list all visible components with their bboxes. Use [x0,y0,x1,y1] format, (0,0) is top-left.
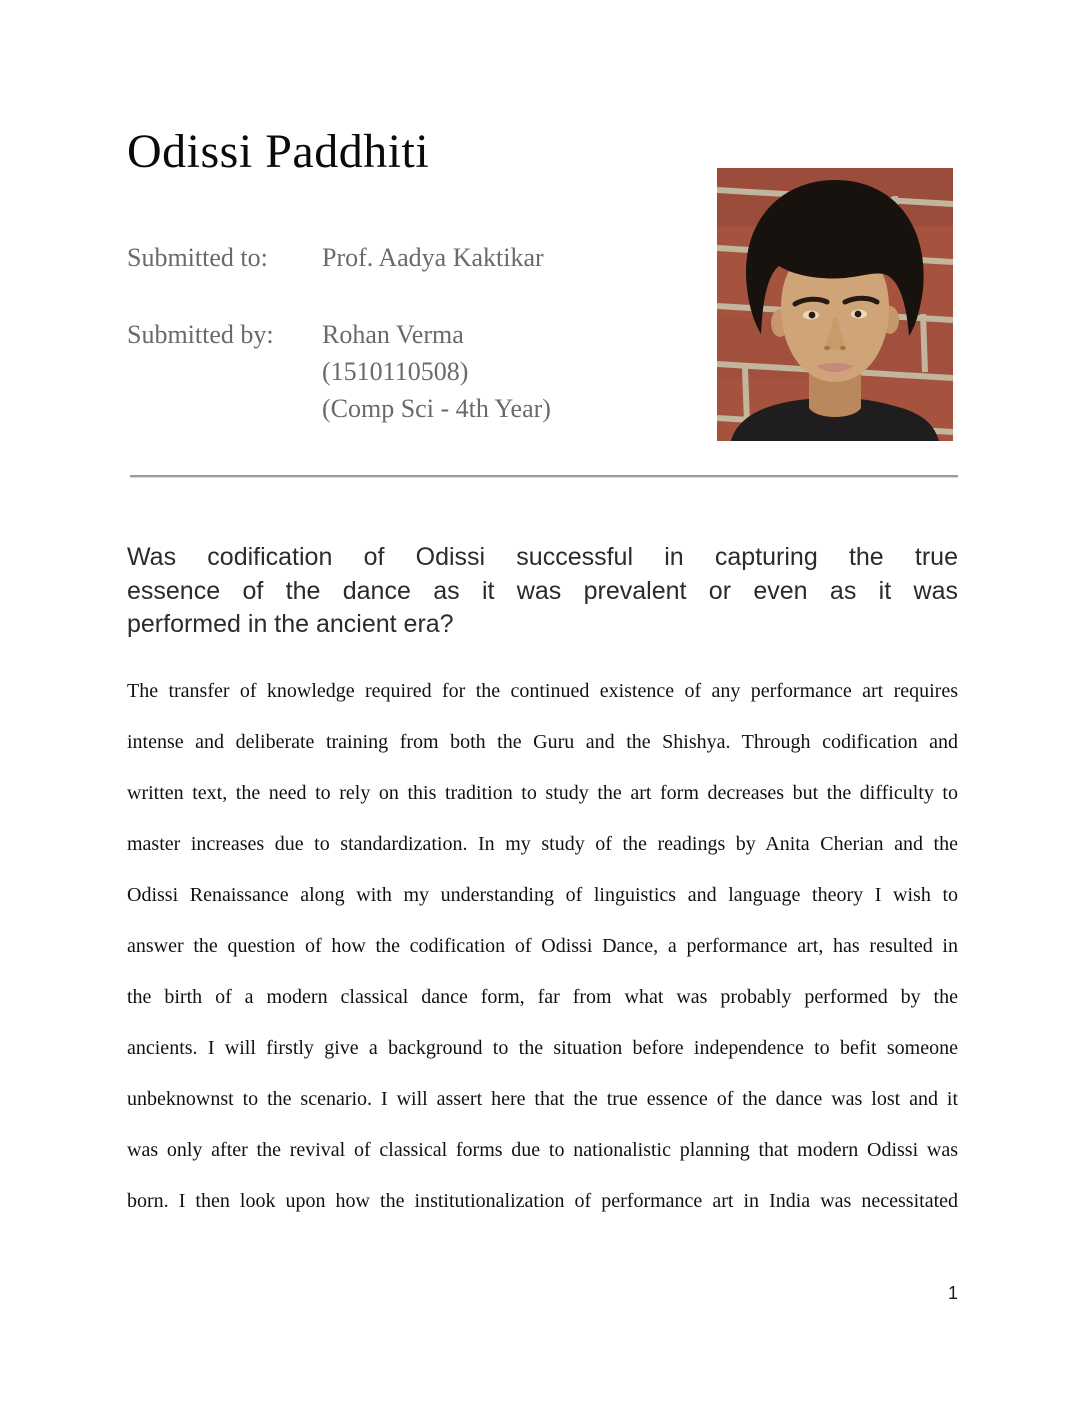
document-title: Odissi Paddhiti [127,125,430,178]
research-question-heading [127,541,958,642]
heading-line: Was codification of Odissi successful in capturing the true [127,543,958,571]
body-line: answer the question of how the codification of Odissi Dance, a performance art, has resulted in [127,935,958,957]
submitted-by-program: (Comp Sci - 4th Year) [322,394,551,423]
body-line: The transfer of knowledge required for the continued existence of any performance art requires [127,680,958,702]
submitted-by-name: Rohan Verma [322,320,464,349]
body-line: was only after the revival of classical forms due to nationalistic planning that modern Odissi was [127,1139,958,1161]
horizontal-divider [130,475,958,477]
submitted-by-id: (1510110508) [322,357,469,386]
body-line: written text, the need to rely on this tradition to study the art form decreases but the difficulty to [127,782,958,804]
body-line: born. I then look upon how the institutionalization of performance art in India was necessitated [127,1190,958,1212]
heading-line: performed in the ancient era? [127,610,454,638]
body-line: Odissi Renaissance along with my understanding of linguistics and language theory I wish to [127,884,958,906]
body-line: unbeknownst to the scenario. I will assert here that the true essence of the dance was lost and it [127,1088,958,1110]
body-line: master increases due to standardization. In my study of the readings by Anita Cherian and the [127,833,958,855]
submitted-by-values [322,316,551,427]
page-number: 1 [947,1283,958,1303]
body-line: intense and deliberate training from both the Guru and the Shishya. Through codification and [127,731,958,753]
heading-line: essence of the dance as it was prevalent or even as it was [127,576,958,605]
body-paragraph [127,666,958,1227]
student-photo [717,168,953,441]
portrait-illustration [717,168,953,441]
submitted-to-value: Prof. Aadya Kaktikar [322,243,544,272]
body-line: the birth of a modern classical dance form, far from what was probably performed by the [127,986,958,1008]
submitted-to-label: Submitted to: [127,243,268,272]
body-line: ancients. I will firstly give a background to the situation before independence to befit someone [127,1037,958,1059]
submitted-by-row [127,316,727,427]
submitted-by-label: Submitted by: [127,320,274,349]
submitted-to-row [127,239,727,276]
